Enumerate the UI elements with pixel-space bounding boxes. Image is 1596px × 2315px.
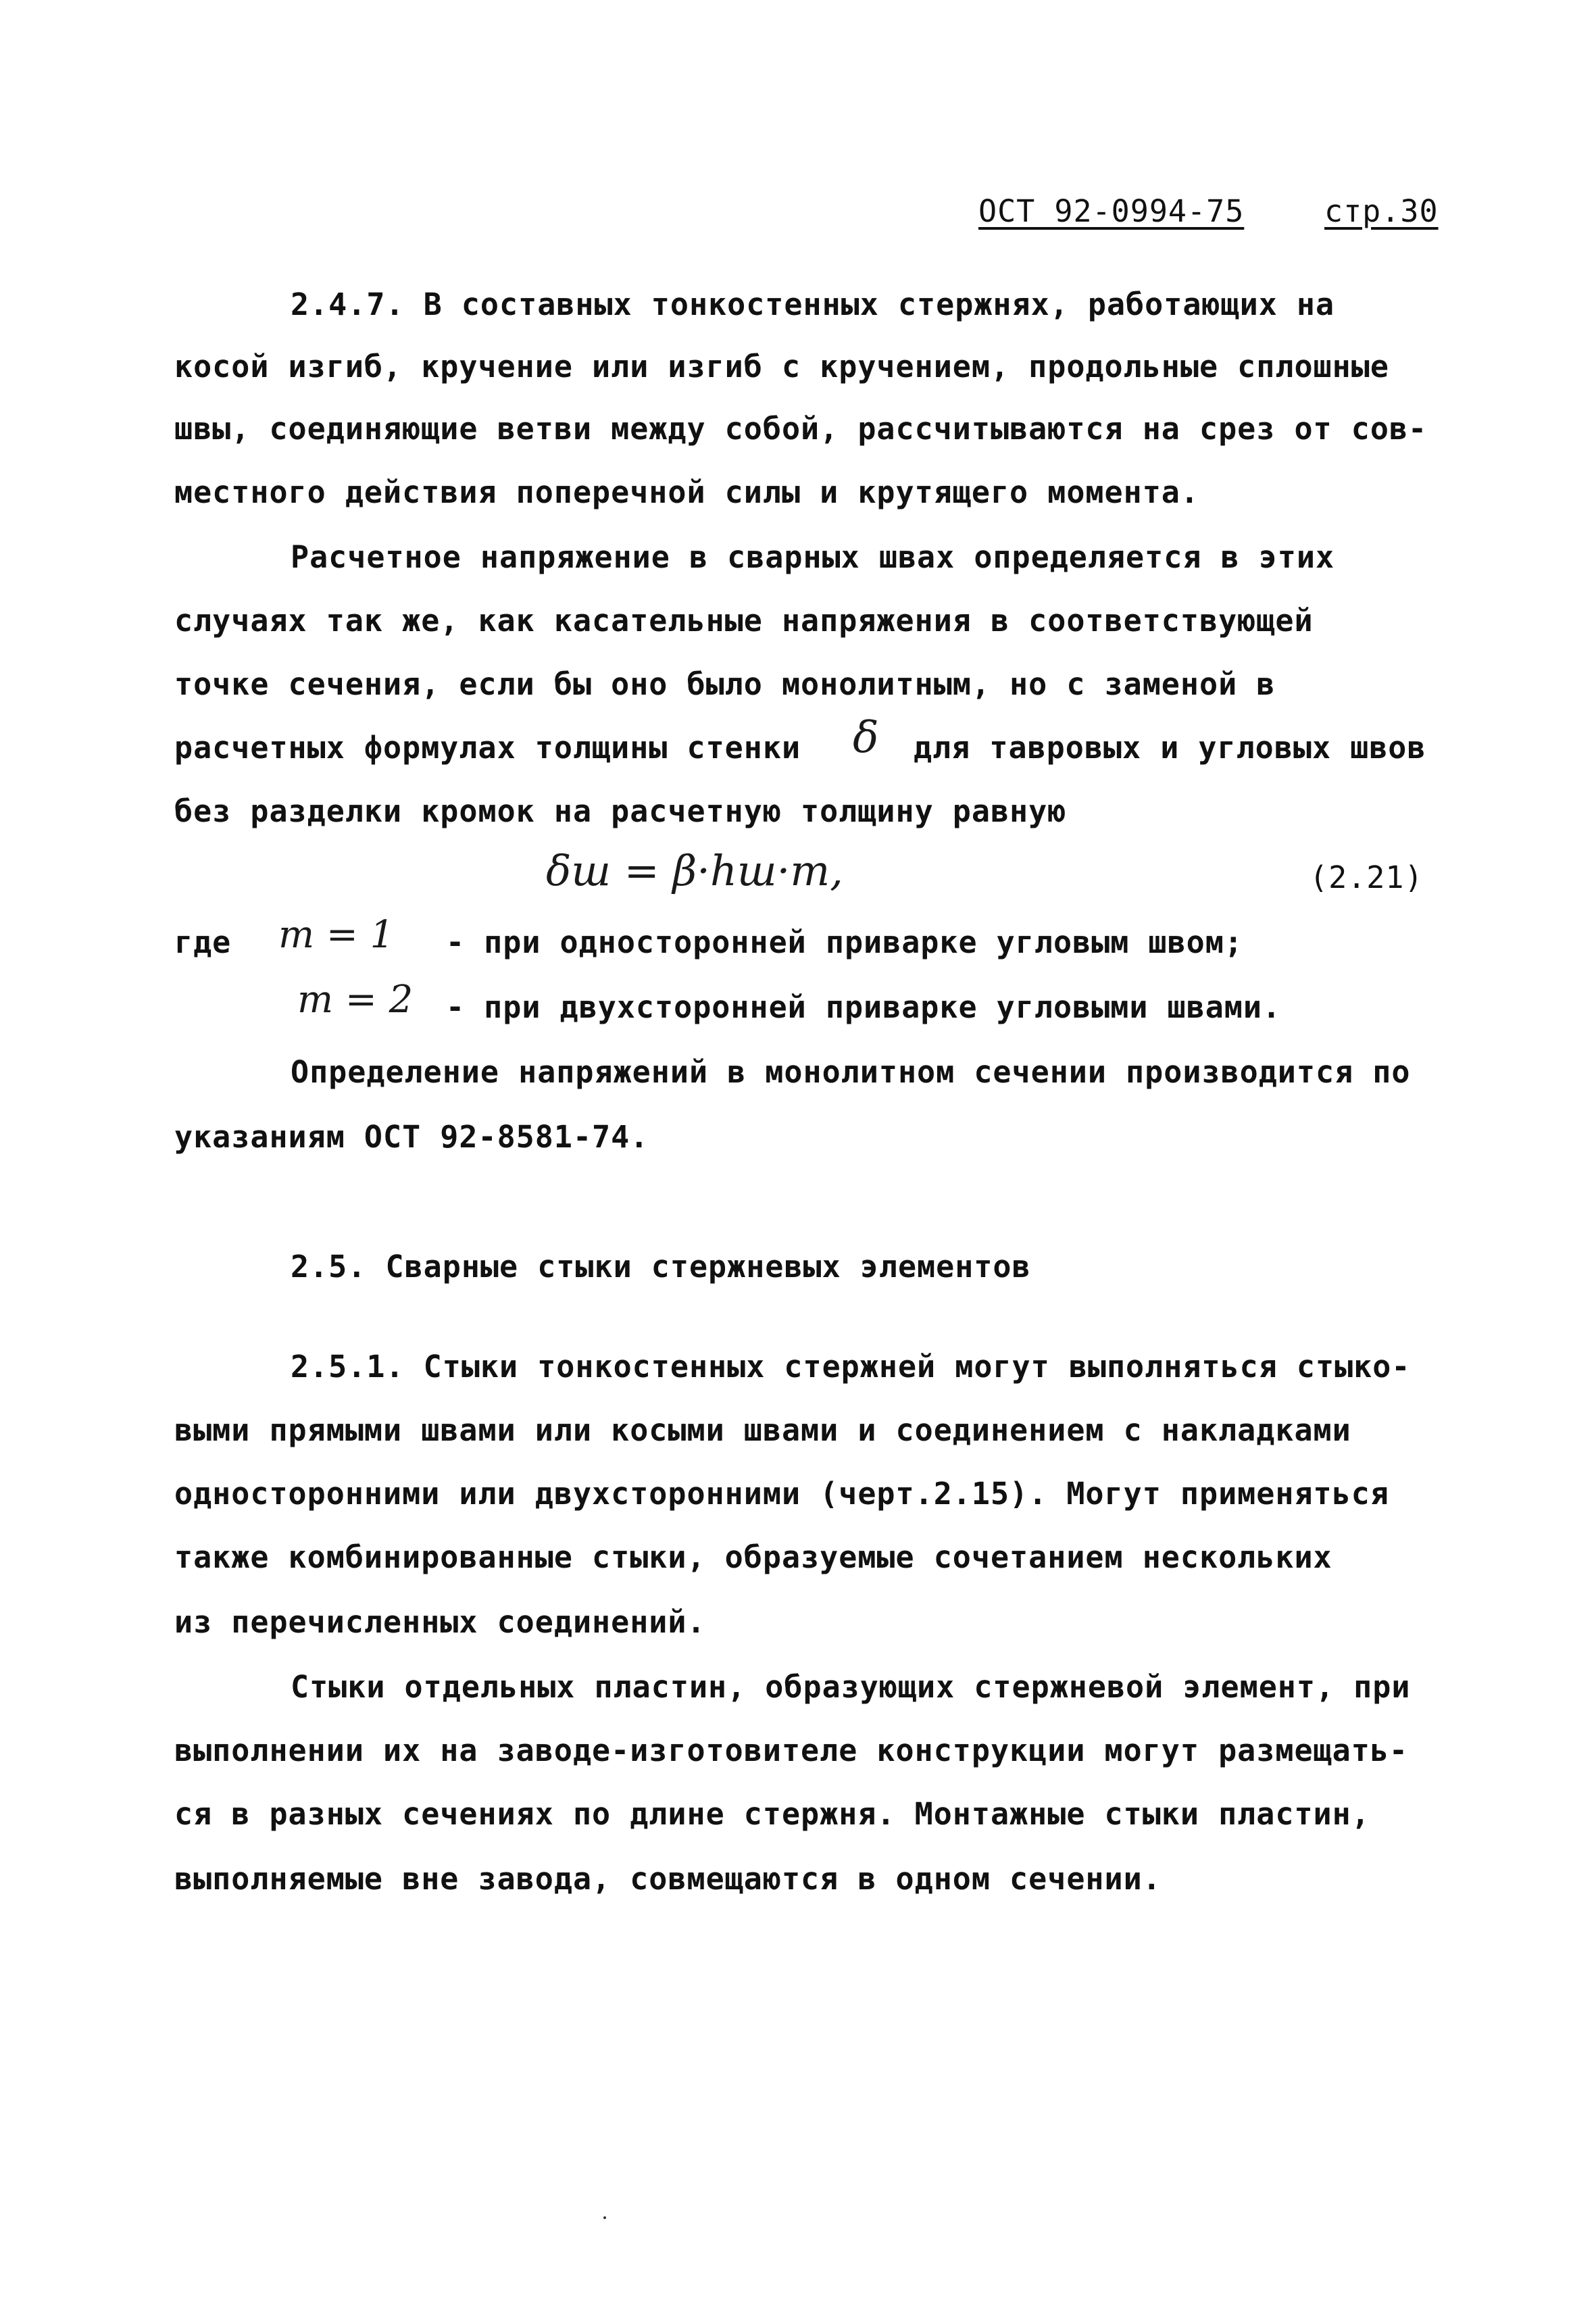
paragraph-calc-line-2: случаях так же, как касательные напряжения в соответствующей (174, 603, 1314, 639)
paragraph-calc-line-5: без разделки кромок на расчетную толщину равную (174, 793, 1067, 829)
formula-number: (2.21) (1310, 860, 1424, 895)
paragraph-plates-line-4: выполняемые вне завода, совмещаются в одном сечении. (174, 1861, 1162, 1897)
scan-speck (603, 2216, 606, 2219)
paragraph-plates-line-3: ся в разных сечениях по длине стержня. Монтажные стыки пластин, (174, 1796, 1370, 1832)
paragraph-calc-line-1: Расчетное напряжение в сварных швах определяется в этих (291, 539, 1335, 575)
paragraph-2-4-7-line-2: косой изгиб, кручение или изгиб с кручением, продольные сплошные (174, 349, 1389, 384)
m1-symbol: m = 1 (278, 913, 395, 957)
formula-2-21: δш = β·hш·m, (546, 846, 843, 895)
paragraph-2-5-1-line-2: выми прямыми швами или косыми швами и соединением с накладками (174, 1412, 1351, 1448)
section-2-5-heading: 2.5. Сварные стыки стержневых элементов (291, 1249, 1031, 1285)
m1-description: - при односторонней приварке угловым швом; (446, 924, 1243, 960)
m2-symbol: m = 2 (297, 978, 414, 1022)
paragraph-plates-line-1: Стыки отдельных пластин, образующих стержневой элемент, при (291, 1669, 1411, 1705)
paragraph-2-5-1-line-1: 2.5.1. Стыки тонкостенных стержней могут выполняться стыко- (291, 1349, 1411, 1385)
paragraph-calc-line-3: точке сечения, если бы оно было монолитным, но с заменой в (174, 666, 1276, 702)
paragraph-2-5-1-line-5: из перечисленных соединений. (174, 1604, 706, 1640)
paragraph-def-line-2: указаниям ОСТ 92-8581-74. (174, 1119, 649, 1155)
paragraph-plates-line-2: выполнении их на заводе-изготовителе конструкции могут размещать- (174, 1733, 1408, 1768)
paragraph-calc-line-4a: расчетных формулах толщины стенки (174, 730, 801, 766)
where-label: где (174, 924, 232, 960)
paragraph-2-5-1-line-4: также комбинированные стыки, образуемые сочетанием нескольких (174, 1539, 1332, 1575)
paragraph-2-4-7-line-4: местного действия поперечной силы и крутящего момента. (174, 474, 1199, 510)
page-number: стр.30 (1324, 193, 1439, 229)
paragraph-def-line-1: Определение напряжений в монолитном сечении производится по (291, 1054, 1411, 1090)
paragraph-2-4-7-line-3: швы, соединяющие ветви между собой, рассчитываются на срез от сов- (174, 411, 1428, 447)
paragraph-2-4-7-line-1: 2.4.7. В составных тонкостенных стержнях, работающих на (291, 287, 1335, 322)
paragraph-calc-line-4b: для тавровых и угловых швов (914, 730, 1426, 766)
document-code: ОСТ 92-0994-75 (978, 193, 1245, 229)
paragraph-2-5-1-line-3: односторонними или двухсторонними (черт.2.15). Могут применяться (174, 1476, 1389, 1512)
delta-symbol: δ (853, 713, 879, 763)
m2-description: - при двухсторонней приварке угловыми швами. (446, 989, 1282, 1025)
